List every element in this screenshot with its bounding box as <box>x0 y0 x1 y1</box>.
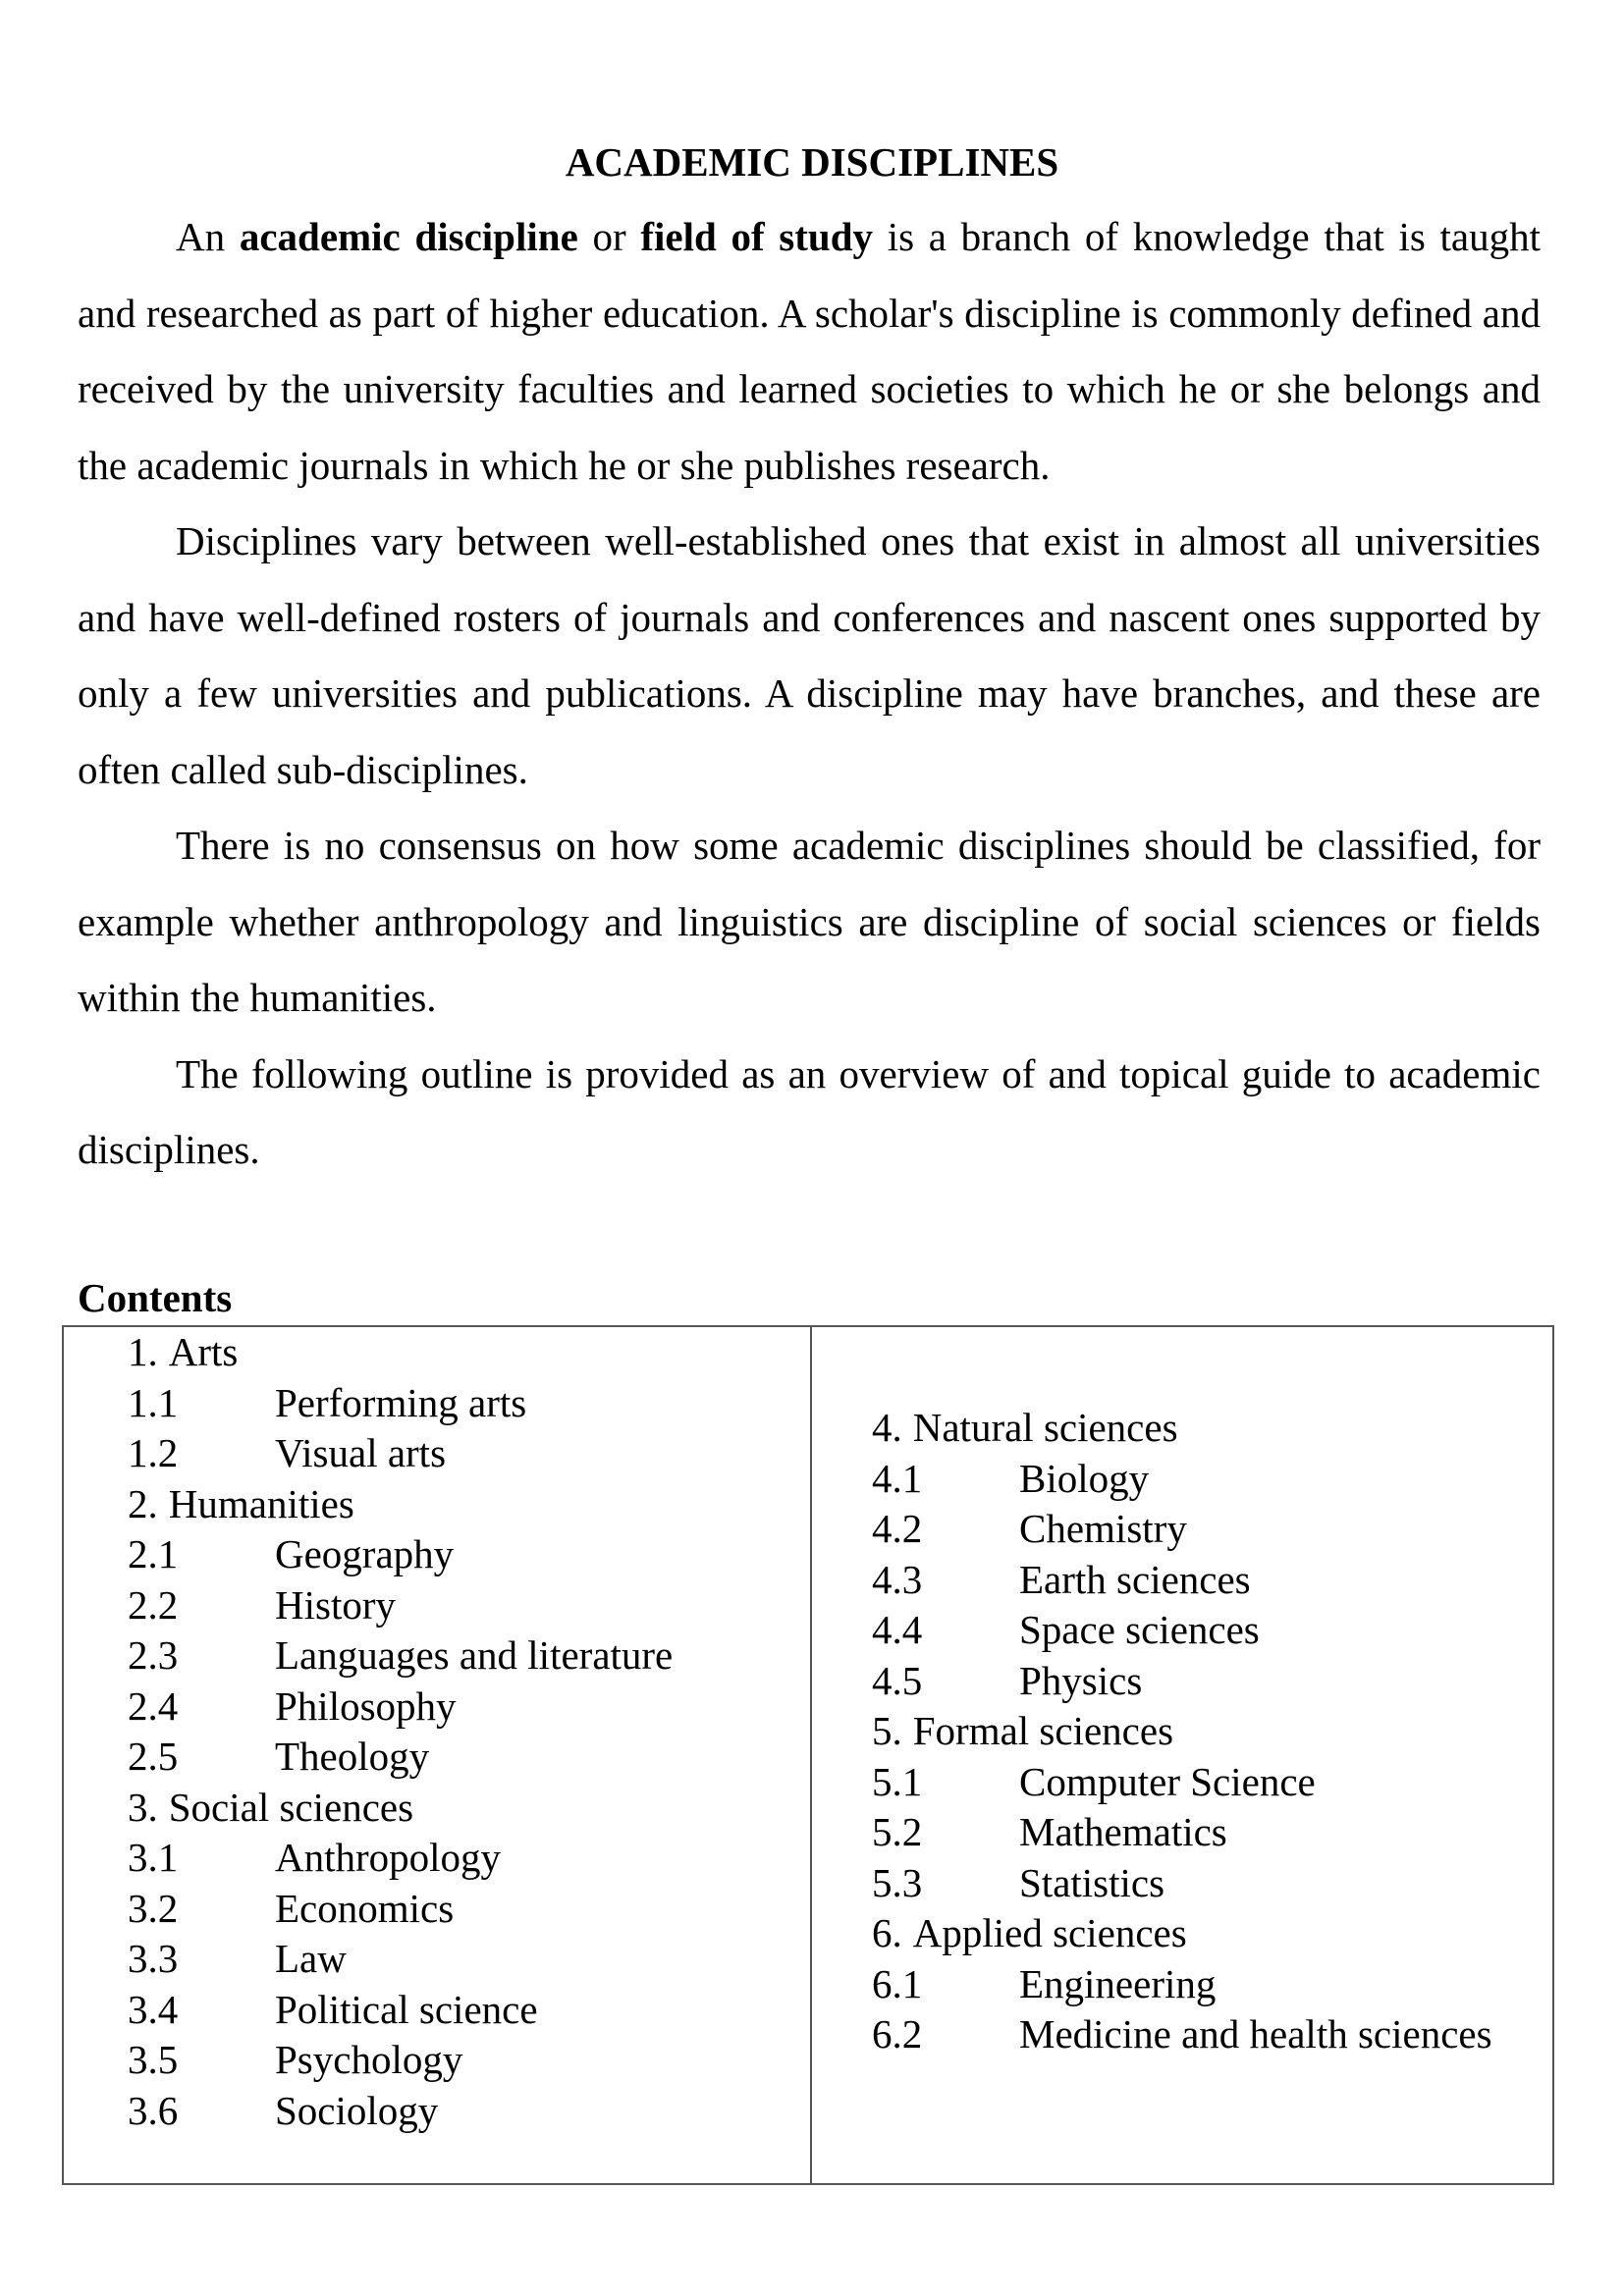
toc-item-number: 3.5 <box>128 2037 179 2082</box>
toc-item-number: 2.2 <box>128 1581 179 1628</box>
toc-subsection-item <box>128 1934 673 1985</box>
toc-left-column <box>128 1327 673 2136</box>
toc-item-label: Performing arts <box>275 1379 527 1425</box>
toc-item-label: Statistics <box>1019 1859 1165 1905</box>
toc-subsection-item <box>872 2009 1492 2060</box>
toc-section-item <box>872 1706 1492 1757</box>
toc-item-label: Earth sciences <box>1019 1556 1251 1602</box>
toc-subsection-item <box>872 1858 1492 1909</box>
toc-item-label: Engineering <box>1019 1960 1217 2006</box>
toc-column-divider <box>810 1327 812 2183</box>
toc-item-number: 1.1 <box>128 1379 179 1425</box>
toc-subsection-item <box>128 1985 673 2036</box>
toc-item-label: Medicine and health sciences <box>1019 2011 1492 2056</box>
toc-item-number: 6. <box>872 1910 902 1955</box>
toc-item-label: Biology <box>1019 1455 1150 1501</box>
toc-section-item <box>872 1403 1492 1454</box>
term-academic-discipline: academic discipline <box>239 214 578 259</box>
toc-item-label: Humanities <box>168 1480 354 1526</box>
toc-item-label: Chemistry <box>1019 1506 1187 1551</box>
toc-item-label: Languages and literature <box>275 1632 674 1678</box>
paragraph-4: The following outline is provided as an overview of and topical guide to academic disciplines. <box>78 1050 1541 1172</box>
toc-item-number: 4.2 <box>872 1506 923 1551</box>
toc-subsection-item <box>872 1959 1492 2010</box>
toc-item-number: 4.5 <box>872 1657 923 1703</box>
toc-item-label: Sociology <box>275 2087 439 2133</box>
toc-item-label: Philosophy <box>275 1682 457 1729</box>
toc-subsection-item <box>872 1807 1492 1858</box>
toc-item-number: 5.2 <box>872 1809 923 1854</box>
toc-item-label: Economics <box>275 1885 455 1931</box>
toc-item-number: 1.2 <box>128 1430 179 1475</box>
paragraph-3: There is no consensus on how some academic disciplines should be classified, for example whether anthropology and linguistics are discipline of social sciences or fields within the humanities. <box>78 823 1541 1020</box>
toc-item-label: Geography <box>275 1531 455 1576</box>
toc-item-label: Psychology <box>275 2037 463 2082</box>
toc-item-number: 3.6 <box>128 2087 179 2133</box>
paragraph-2: Disciplines vary between well-established ones that exist in almost all universities and have well-defined rosters of journals and conferences and nascent ones supported by only a few universities and publications. A discipline may have branches, and these are often called sub-disciplines. <box>78 518 1541 792</box>
toc-subsection-item <box>872 1656 1492 1707</box>
toc-item-number: 4.1 <box>872 1455 923 1501</box>
toc-item-label: Theology <box>275 1734 430 1779</box>
toc-subsection-item <box>128 1884 673 1935</box>
toc-subsection-item <box>872 1555 1492 1606</box>
toc-item-number: 1. <box>128 1329 158 1374</box>
toc-item-label: Formal sciences <box>912 1708 1174 1753</box>
table-of-contents <box>62 1325 1554 2185</box>
toc-subsection-item <box>128 1378 673 1429</box>
toc-item-number: 3. <box>128 1784 158 1830</box>
toc-subsection-item <box>128 2086 673 2137</box>
toc-item-number: 6.1 <box>872 1960 923 2006</box>
document-title: ACADEMIC DISCIPLINES <box>565 139 1059 185</box>
toc-item-number: 3.4 <box>128 1986 179 2032</box>
toc-item-label: Mathematics <box>1019 1809 1227 1854</box>
toc-item-label: Visual arts <box>275 1430 447 1475</box>
toc-subsection-item <box>128 1580 673 1631</box>
toc-right-column <box>872 1403 1492 2060</box>
toc-item-number: 3.3 <box>128 1936 179 1981</box>
toc-item-number: 2. <box>128 1480 158 1526</box>
toc-item-number: 2.4 <box>128 1682 179 1729</box>
toc-item-label: Physics <box>1019 1657 1143 1703</box>
term-field-of-study: field of study <box>640 214 874 259</box>
toc-item-label: Social sciences <box>168 1784 414 1830</box>
paragraph-1 <box>78 199 1541 504</box>
toc-subsection-item <box>128 1529 673 1580</box>
toc-subsection-item <box>128 1682 673 1733</box>
contents-heading: Contents <box>78 1275 233 1320</box>
toc-item-number: 5. <box>872 1708 902 1753</box>
toc-item-number: 5.3 <box>872 1859 923 1905</box>
toc-item-label: Computer Science <box>1019 1758 1316 1804</box>
toc-item-label: History <box>275 1581 396 1628</box>
p1-text-2: or <box>577 214 641 259</box>
toc-item-label: Political science <box>275 1986 538 2032</box>
body-text <box>78 199 1541 1189</box>
p1-text-1: An <box>176 214 240 259</box>
toc-subsection-item <box>128 1630 673 1682</box>
toc-subsection-item <box>872 1757 1492 1808</box>
p1-text-3: is a branch of knowledge that is taught and researched as part of higher education. A scholar's discipline is commonly defined and received by the university faculties and learned societies to which he or she belongs and the academic journals in which he or she publishes research. <box>78 214 1542 488</box>
toc-section-item <box>128 1783 673 1834</box>
toc-item-number: 4.4 <box>872 1607 923 1652</box>
toc-subsection-item <box>128 1428 673 1479</box>
toc-item-label: Applied sciences <box>912 1910 1187 1955</box>
toc-section-item <box>872 1908 1492 1959</box>
toc-item-number: 2.1 <box>128 1531 179 1576</box>
toc-subsection-item <box>128 1732 673 1783</box>
toc-subsection-item <box>128 2035 673 2086</box>
toc-section-item <box>128 1327 673 1378</box>
toc-subsection-item <box>872 1504 1492 1555</box>
toc-item-number: 2.3 <box>128 1632 179 1678</box>
toc-item-number: 2.5 <box>128 1734 179 1779</box>
toc-subsection-item <box>872 1605 1492 1656</box>
toc-item-number: 5.1 <box>872 1758 923 1804</box>
toc-item-number: 3.2 <box>128 1885 179 1931</box>
toc-subsection-item <box>128 1833 673 1884</box>
toc-subsection-item <box>872 1454 1492 1505</box>
toc-item-number: 3.1 <box>128 1835 179 1880</box>
toc-item-label: Anthropology <box>275 1835 502 1880</box>
toc-item-number: 4.3 <box>872 1556 923 1602</box>
toc-section-item <box>128 1479 673 1530</box>
toc-item-number: 6.2 <box>872 2011 923 2056</box>
toc-item-label: Arts <box>168 1329 239 1374</box>
toc-item-number: 4. <box>872 1405 902 1450</box>
toc-item-label: Natural sciences <box>912 1405 1178 1450</box>
toc-item-label: Space sciences <box>1019 1607 1260 1652</box>
toc-item-label: Law <box>275 1936 347 1981</box>
